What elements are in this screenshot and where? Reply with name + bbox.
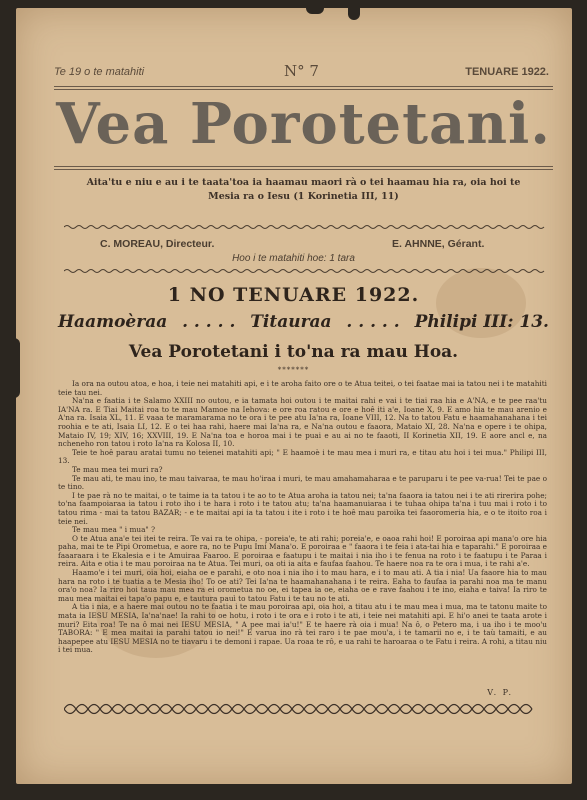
masthead-motto [60, 176, 547, 204]
article-paragraph: Te mau ati, te mau ino, te mau taivaraa, te mau ho'iraa i muri, te mau amahamaharaa e te paruparu i te pee va-rua! Tei te pae o te tino. [58, 473, 547, 492]
motto-line: Aita'tu e niu e au i te taata'toa ia haamau maori rà o tei haamau hia ra, oia hoi te [86, 177, 521, 188]
issue-month-year: TENUARE 1922. [465, 66, 549, 78]
article-paragraph: I te pae rà no te maitai, o te taime ia ta tatou i te ao to te Atua aroha ia tatou nei; ta'na faaora ia tatou nei i te ati rirerira pohe; to'na faampoiaraa ia tatou i roto iho i te hara i roto i te tatou atu; ta'na haamanuiaraa i te tuhaa ohipa ta'na i tuu mai i roto i to tatou rima - mai ta tatou BAZAR; - e te maitai api ia ta tatou i ite i roto i te hoê mau paroika tei faaoromeria hia, e o te itoito roa i teie nei. [58, 490, 547, 526]
article-paragraph: Te mau mea " i mua" ? [72, 525, 156, 535]
issue-header [54, 62, 549, 84]
scripture-label-mid: Titauraa [250, 312, 332, 332]
article-signature: V. P. [487, 688, 513, 697]
article-paragraph: Ia ora na outou atoa, e hoa, i teie nei matahiti api, e i te aroha faito ore o te Atua teitei, o tei faatae mai ia tatou nei i te matahiti teie tau nei. [58, 380, 547, 397]
article-paragraph: Na'na e faatia i te Salamo XXIII no outou, e ia tamata hoi outou i te maitai rahi e vai i te tiai raa hia e A'NA, e te pee raa'tu IA'NA ra. E Tiai Maitai roa to te mau Mamoe na Iehova: e ore roa ratou e ore e hoê iti a'e, Ioane X, 9. E amo hia te mau arenio e A'na ra. Isaia XL, 11. E vaaa te maramarama no te ora i te pee atu Ia'na ra, Ioane VIII, 12. Na to tatou Fatu e haamahanahana i tei roohia e te ati, Isaia LI, 12. E o tei haa rahi, haere mai Ia'na ra, e Na'na outou e faaora, Mataio XI, 28. Na'na e opere i te ohipa, Mataio IV, 19; XIV, 16; XXVIII, 19. E Na'na toa e horoa mai i te puai e au ai no te faaoti, II Korinetia XII, 19. E aore ancl e, na ncheneho ron tatou i roto Ia'na ra Kolosa II, 10. [58, 396, 547, 449]
article-paragraph: Te mau mea tei muri ra? [72, 464, 163, 474]
scripture-dots: . . . . . [182, 312, 236, 332]
scripture-dots: . . . . . [346, 312, 400, 332]
masthead-rule [54, 166, 553, 167]
issue-date-left: Te 19 o te matahiti [54, 66, 145, 78]
article-date: 1 NO TENUARE 1922. [167, 284, 420, 306]
subscription-price: Hoo i te matahiti hoe: 1 tara [232, 253, 355, 264]
article-paragraph: Haamo'e i tei muri, oia hoi, eiaha oe e parahi, e oto noa i nia iho i to mau hara, e i to mau ati. A tia i nia! Ua faaore hia to mau hara na roto i te tuatia a te Mesia iho! To oe ati? Tei Ia'na te haamahanahana i te reira. Eaha to faufaa ia parahi noa ma te manu ora'o noa? Ia riro hoi taua mau mea ra ei orometua no oe, ei tapea ia oe, eiaha oe e rave faahou i te ino, eiaha e taiva! Ia riro te mau mea maitai ei tapa'o papu e, e tautura pauì to tatou Fatu i te tau no te ati. [58, 568, 547, 603]
scripture-line [58, 312, 549, 332]
header-rule [54, 86, 553, 87]
director-credit: C. MOREAU, Directeur. [100, 238, 215, 250]
page-tear [348, 6, 360, 20]
motto-line: Mesia ra o Iesu (1 Korinetia III, 11) [208, 191, 399, 202]
issue-number: N° 7 [284, 62, 319, 80]
ornamental-rule [64, 268, 547, 274]
page-tear [306, 6, 324, 14]
ornamental-rule [64, 224, 547, 230]
masthead-rule [54, 169, 553, 170]
scripture-label-left: Haamoèraa [58, 312, 168, 332]
ornamental-border [64, 703, 539, 715]
article-paragraph: O te Atua ana'e tei itei te reira. Te vai ra te ohipa, - poreia'e, te ati rahi; poreia'e, e oaoa rahi hoi! E poroiraa api mana'o ore hia paha, mai te te Pipi Orometua, e aore ra, no te Pupu Imi Mana'o. E poroiraa e " faaora i te feia i ata-tai hia e taparahi." E poroiraa e faaaraara i te Ekalesia e i te Amuiraa Faaroo. E poroiraa e faatupu i te maitai i nia iho i te fenua na roto i te faatupu i te Paraa i reira. Aita e otia i te mau poroiraa na te Atua. Tei muri, oa oti ia aita e faufaa faahou. Te haere noa ra te ora i mua, i te rahi a'e. [58, 533, 547, 569]
scripture-reference: Philipi III: 13. [414, 312, 549, 332]
article-paragraph: A tia i nia, e a haere mai outou no te faatia i te mau poroiraa api, oia hoi, a titau atu i te mau mea i mua, ma te tatonu maite to mata ia IESU MESIA, Ia'na'nae! Ia rahi to oe hotu, i roto i te ora e i roto i te ati, i teie nei matahiti api. E hi'o anei te taata arote i muri? Eita roa! Te na ô mai nei IESU MESIA, " A pee mai ia'u!" E te haere rà oia i mua! Na ô, o Petero ma, i ua iho i te moo'u TABORA: " E mea maitai ia parahi tatou io nei!" E varua ino rà tei raro i te pae mou'a, i te tamarii no e, i te taù tamaiti, e au haapepee atu IESU MESIA no te tiavaru i te demoni i rapae. Ua roaa te rô, e ua rahi te haroaraa o te Fatu i reira. A rohi, a titau niu i tei mua. [58, 602, 547, 655]
manager-credit: E. AHNNE, Gérant. [392, 238, 485, 250]
article-paragraph: Teie te hoê parau aratai tumu no teienei matahiti api; " E haamoè i te mau mea i muri ra, e titau atu hoi i tei mua." Philipi III, 13. [58, 447, 547, 466]
headline-stars: ******* [277, 366, 310, 374]
article-headline: Vea Porotetani i to'na ra mau Hoa. [128, 342, 459, 362]
article-body [58, 380, 547, 680]
masthead-title: Vea Porotetani. [56, 91, 551, 157]
